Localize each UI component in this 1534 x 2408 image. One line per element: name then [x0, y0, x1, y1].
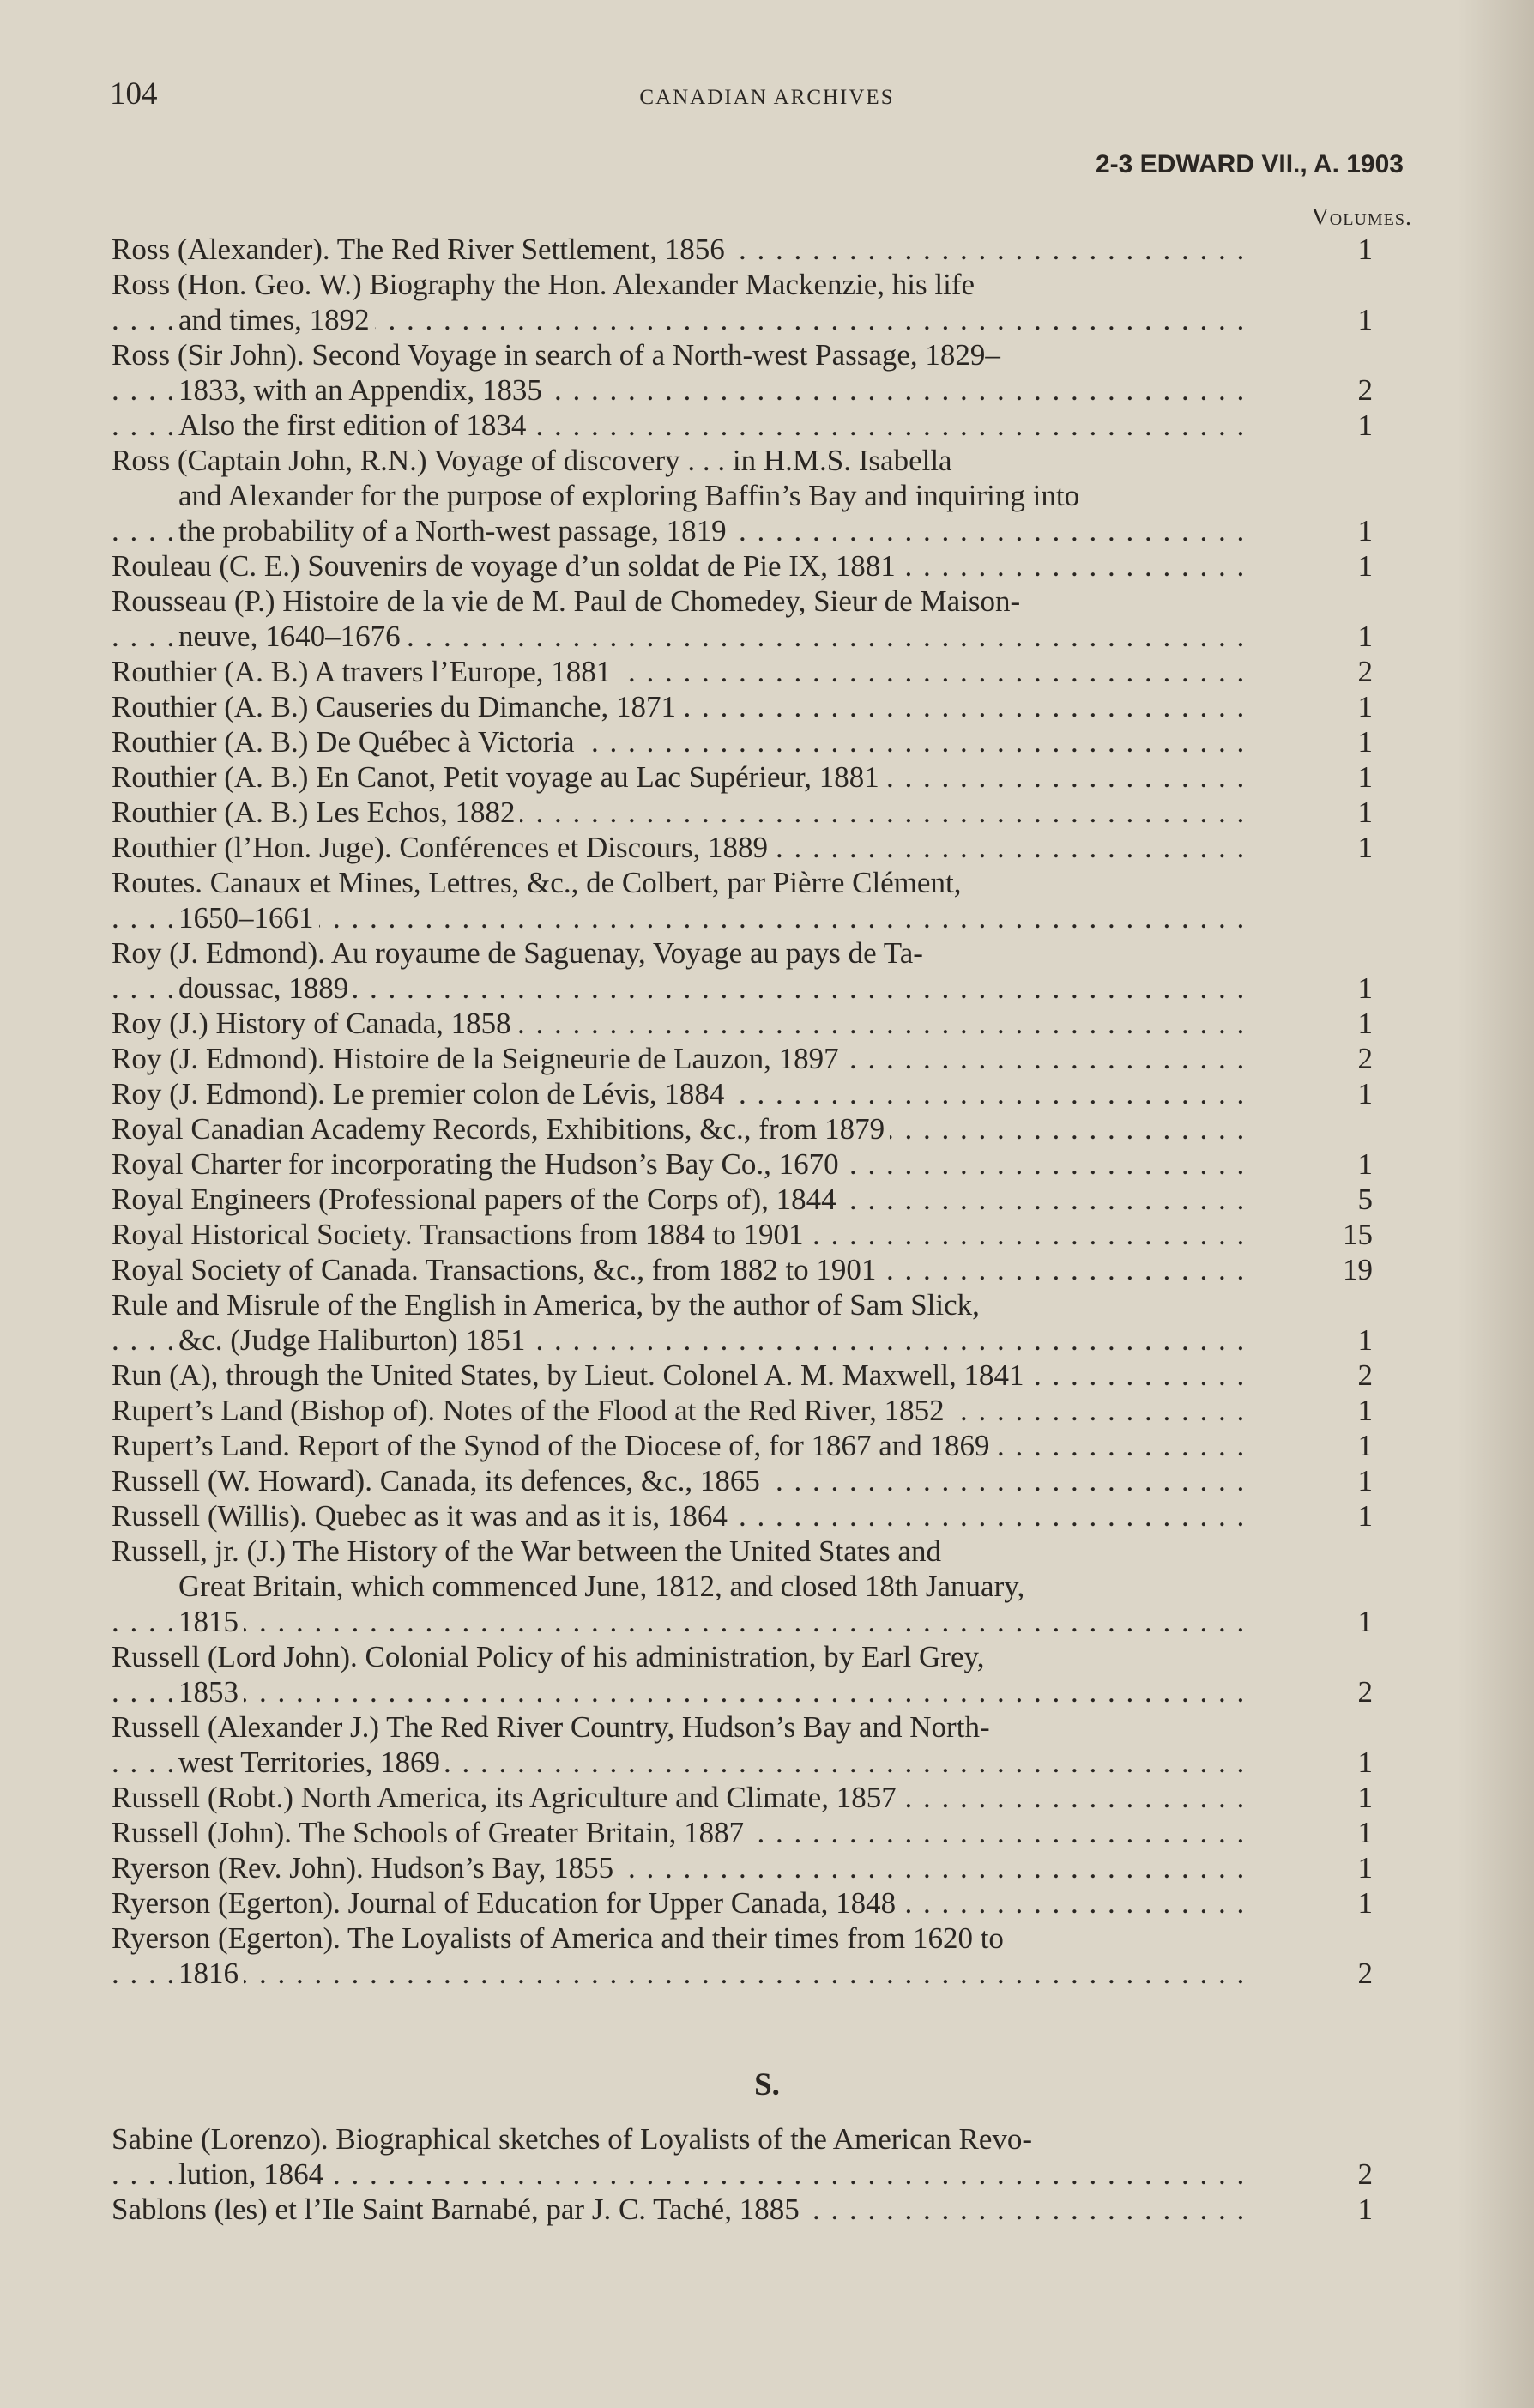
entry-line-text: 1650–1661 [178, 901, 319, 935]
entry-text [112, 1076, 1257, 1111]
entry-text [112, 1709, 1257, 1780]
entry-line-text: Routhier (A. B.) Les Echos, 1882 [112, 796, 520, 829]
entry-line-text: Run (A), through the United States, by Lieut. Colonel A. M. Maxwell, 1841 [112, 1358, 1030, 1392]
catalogue-entry [112, 232, 1373, 267]
entry-line [112, 1217, 1257, 1252]
entries-list-r [112, 232, 1373, 1991]
catalogue-entry [112, 1041, 1373, 1076]
entry-line [112, 1041, 1257, 1076]
entry-line [112, 372, 1257, 408]
entry-line [112, 1076, 1257, 1111]
entry-line-text: Roy (J. Edmond). Au royaume de Saguenay, Voyage au pays de Ta- [112, 936, 923, 970]
entry-line-text: lution, 1864 [178, 2157, 329, 2191]
entry-text [112, 1850, 1257, 1885]
catalogue-entry [112, 2192, 1373, 2227]
entry-line [112, 1428, 1257, 1463]
catalogue-entry [112, 267, 1373, 337]
entries-list-s [112, 2121, 1373, 2227]
entry-text [112, 1147, 1257, 1182]
catalogue-entry [112, 1252, 1373, 1287]
volume-count: 2 [1357, 655, 1373, 688]
volume-count: 1 [1357, 1745, 1373, 1779]
volume-count: 2 [1357, 2157, 1373, 2191]
entry-text [112, 724, 1257, 759]
volume-count: 5 [1357, 1183, 1373, 1216]
volume-count: 1 [1357, 1394, 1373, 1427]
entry-text [112, 1534, 1257, 1639]
entry-line-text: the probability of a North-west passage, 1819 [178, 514, 732, 548]
entry-line-text: Russell, jr. (J.) The History of the War between the United States and [112, 1534, 941, 1568]
entry-line-text: Sablons (les) et l’Ile Saint Barnabé, par J. C. Taché, 1885 [112, 2193, 805, 2226]
section-letter-s: S. [754, 2067, 780, 2102]
entry-line-text: Royal Charter for incorporating the Hudson’s Bay Co., 1670 [112, 1147, 844, 1181]
volume-count: 1 [1357, 831, 1373, 864]
entry-line-text: Routhier (A. B.) En Canot, Petit voyage au Lac Supérieur, 1881 [112, 760, 885, 794]
catalogue-entry [112, 1463, 1373, 1498]
session-heading: 2-3 EDWARD VII., A. 1903 [1095, 150, 1404, 178]
entry-line [112, 1463, 1257, 1498]
entry-line [112, 1322, 1257, 1358]
volume-count: 1 [1357, 408, 1373, 442]
entry-line-text: Rousseau (P.) Histoire de la vie de M. Paul de Chomedey, Sieur de Maison- [112, 584, 1021, 618]
entry-text [112, 2121, 1257, 2192]
catalogue-entry [112, 1639, 1373, 1709]
entry-text [112, 689, 1257, 724]
entry-text [112, 1498, 1257, 1534]
entry-line [112, 865, 1257, 900]
entry-text [112, 830, 1257, 865]
volume-count: 1 [1357, 760, 1373, 794]
volume-count: 2 [1357, 1358, 1373, 1392]
catalogue-entry [112, 443, 1373, 548]
entry-line [112, 1956, 1257, 1991]
entry-line [112, 830, 1257, 865]
entry-line-text: Ryerson (Egerton). Journal of Education for Upper Canada, 1848 [112, 1886, 901, 1920]
entry-line [112, 1780, 1257, 1815]
entry-line-text: Routhier (A. B.) Causeries du Dimanche, 1871 [112, 690, 681, 723]
entry-line-text: Royal Society of Canada. Transactions, &c., from 1882 to 1901 [112, 1253, 881, 1286]
entry-line [112, 1111, 1257, 1147]
volume-count: 2 [1357, 1042, 1373, 1075]
entry-line-text: Ryerson (Egerton). The Loyalists of America and their times from 1620 to [112, 1921, 1004, 1955]
entry-line [112, 654, 1257, 689]
catalogue-entry [112, 935, 1373, 1006]
volume-count: 1 [1357, 1781, 1373, 1814]
entry-line-text: Roy (J. Edmond). Le premier colon de Lévis, 1884 [112, 1077, 729, 1110]
entry-line-text: Ross (Hon. Geo. W.) Biography the Hon. Alexander Mackenzie, his life [112, 268, 975, 301]
entry-line-text: Routhier (l’Hon. Juge). Conférences et Discours, 1889 [112, 831, 773, 864]
entry-line [112, 1393, 1257, 1428]
entry-text [112, 1463, 1257, 1498]
entry-text [112, 443, 1257, 548]
entry-line-text: Routhier (A. B.) De Québec à Victoria [112, 725, 580, 759]
entry-text [112, 1006, 1257, 1041]
volume-count: 2 [1357, 1675, 1373, 1709]
entry-line [112, 795, 1257, 830]
catalogue-entry [112, 1393, 1373, 1428]
volume-count: 1 [1357, 2193, 1373, 2226]
entry-line [112, 337, 1257, 372]
entry-line-text: Royal Canadian Academy Records, Exhibitions, &c., from 1879 [112, 1112, 890, 1146]
catalogue-entry [112, 1850, 1373, 1885]
catalogue-entry [112, 1428, 1373, 1463]
entry-line [112, 900, 1257, 935]
volume-count: 19 [1343, 1253, 1373, 1286]
entry-text [112, 267, 1257, 337]
entry-text [112, 1780, 1257, 1815]
entry-line-text: Rule and Misrule of the English in America, by the author of Sam Slick, [112, 1288, 980, 1322]
entry-line [112, 724, 1257, 759]
volume-count: 2 [1357, 373, 1373, 407]
catalogue-entry [112, 584, 1373, 654]
entry-text [112, 1885, 1257, 1921]
catalogue-entry [112, 1182, 1373, 1217]
volume-count: 1 [1357, 1499, 1373, 1533]
entry-line [112, 2192, 1257, 2227]
volume-count: 1 [1357, 690, 1373, 723]
entry-line [112, 408, 1257, 443]
entry-text [112, 1111, 1257, 1147]
entry-line [112, 1287, 1257, 1322]
volume-count: 1 [1357, 620, 1373, 653]
entry-line [112, 1252, 1257, 1287]
entry-line [112, 302, 1257, 337]
entry-line-text: Ryerson (Rev. John). Hudson’s Bay, 1855 [112, 1851, 619, 1885]
catalogue-entry [112, 1147, 1373, 1182]
catalogue-entry [112, 1921, 1373, 1991]
entry-text [112, 1252, 1257, 1287]
entry-line [112, 1815, 1257, 1850]
entry-line [112, 1709, 1257, 1745]
entry-text [112, 1041, 1257, 1076]
entry-line-text: Royal Engineers (Professional papers of the Corps of), 1844 [112, 1183, 842, 1216]
entry-line-text: doussac, 1889 [178, 971, 353, 1005]
entry-line-text: Roy (J. Edmond). Histoire de la Seigneurie de Lauzon, 1897 [112, 1042, 844, 1075]
volume-count: 1 [1357, 796, 1373, 829]
entry-line-text: Routes. Canaux et Mines, Lettres, &c., de Colbert, par Pièrre Clément, [112, 866, 962, 899]
catalogue-entry [112, 1006, 1373, 1041]
entry-line-text: 1815 [178, 1605, 244, 1638]
catalogue-entry [112, 759, 1373, 795]
entry-text [112, 1287, 1257, 1358]
entry-line [112, 1006, 1257, 1041]
entry-line [112, 935, 1257, 971]
volume-count: 1 [1357, 303, 1373, 336]
entry-text [112, 232, 1257, 267]
entry-line [112, 232, 1257, 267]
volumes-column-heading: Volumes. [1311, 204, 1412, 231]
catalogue-entry [112, 1076, 1373, 1111]
volume-count: 1 [1357, 725, 1373, 759]
entry-text [112, 654, 1257, 689]
entry-line [112, 1182, 1257, 1217]
catalogue-entry [112, 2121, 1373, 2192]
entry-line [112, 1498, 1257, 1534]
entry-line-text: Roy (J.) History of Canada, 1858 [112, 1007, 516, 1040]
volume-count: 1 [1357, 1816, 1373, 1849]
entry-line [112, 1534, 1257, 1569]
catalogue-entry [112, 1111, 1373, 1147]
entry-line [112, 1885, 1257, 1921]
volume-count: 1 [1357, 971, 1373, 1005]
entry-text [112, 337, 1257, 408]
volume-count: 1 [1357, 514, 1373, 548]
entry-text [112, 1815, 1257, 1850]
entry-line-text: Rupert’s Land (Bishop of). Notes of the Flood at the Red River, 1852 [112, 1394, 950, 1427]
entry-text [112, 1639, 1257, 1709]
entry-line-text: Ross (Sir John). Second Voyage in search of a North-west Passage, 1829– [112, 338, 1000, 372]
entry-line-text: Russell (Willis). Quebec as it was and as it is, 1864 [112, 1499, 733, 1533]
entry-line-text: Russell (W. Howard). Canada, its defences, &c., 1865 [112, 1464, 765, 1497]
catalogue-entry [112, 1358, 1373, 1393]
page-number: 104 [110, 76, 158, 112]
volume-count: 1 [1357, 1007, 1373, 1040]
catalogue-entry [112, 1885, 1373, 1921]
entry-text [112, 935, 1257, 1006]
entry-line [112, 584, 1257, 619]
volume-count: 1 [1357, 1851, 1373, 1885]
entry-line-text: west Territories, 1869 [178, 1745, 445, 1779]
entry-line [112, 478, 1257, 513]
entry-text [112, 1217, 1257, 1252]
entry-line-text: and times, 1892 [178, 303, 375, 336]
volume-count: 1 [1357, 1147, 1373, 1181]
entry-line [112, 1569, 1257, 1604]
entry-line-text: Rupert’s Land. Report of the Synod of the Diocese of, for 1867 and 1869 [112, 1429, 995, 1462]
catalogue-entry [112, 408, 1373, 443]
entry-text [112, 2192, 1257, 2227]
catalogue-entry [112, 795, 1373, 830]
catalogue-entry [112, 337, 1373, 408]
catalogue-entry [112, 1534, 1373, 1639]
entry-line-text: Russell (Lord John). Colonial Policy of his administration, by Earl Grey, [112, 1640, 985, 1673]
volume-count: 1 [1357, 1464, 1373, 1497]
catalogue-entry [112, 654, 1373, 689]
entry-line [112, 1604, 1257, 1639]
catalogue-entry [112, 830, 1373, 865]
catalogue-entry [112, 1498, 1373, 1534]
catalogue-entry [112, 724, 1373, 759]
entry-line-text: Sabine (Lorenzo). Biographical sketches of Loyalists of the American Revo- [112, 2122, 1033, 2156]
volume-count: 2 [1357, 1957, 1373, 1990]
entry-line-text: Great Britain, which commenced June, 1812, and closed 18th January, [178, 1570, 1025, 1603]
entry-line-text: and Alexander for the purpose of exploring Baffin’s Bay and inquiring into [178, 479, 1080, 512]
entry-line [112, 548, 1257, 584]
entry-line [112, 1358, 1257, 1393]
entry-line [112, 1745, 1257, 1780]
entry-line-text: Ross (Alexander). The Red River Settlement, 1856 [112, 233, 730, 266]
entry-line [112, 513, 1257, 548]
volume-count: 1 [1357, 1323, 1373, 1357]
entry-line-text: 1816 [178, 1957, 244, 1990]
volume-count: 15 [1343, 1218, 1373, 1251]
entry-line-text: Rouleau (C. E.) Souvenirs de voyage d’un soldat de Pie IX, 1881 [112, 549, 901, 583]
catalogue-entry [112, 1217, 1373, 1252]
entry-line-text: &c. (Judge Haliburton) 1851 [178, 1323, 530, 1357]
entry-line-text: Routhier (A. B.) A travers l’Europe, 1881 [112, 655, 616, 688]
entry-line [112, 2157, 1257, 2192]
catalogue-entry [112, 1815, 1373, 1850]
entry-line-text: 1853 [178, 1675, 244, 1709]
entry-text [112, 1428, 1257, 1463]
entry-text [112, 795, 1257, 830]
catalogue-entry [112, 1287, 1373, 1358]
entry-line-text: neuve, 1640–1676 [178, 620, 406, 653]
entry-text [112, 1182, 1257, 1217]
entry-text [112, 548, 1257, 584]
volume-count: 1 [1357, 233, 1373, 266]
entry-line-text: Royal Historical Society. Transactions from 1884 to 1901 [112, 1218, 809, 1251]
entry-line [112, 1850, 1257, 1885]
entry-line [112, 619, 1257, 654]
volume-count: 1 [1357, 1886, 1373, 1920]
entry-line-text: Ross (Captain John, R.N.) Voyage of discovery . . . in H.M.S. Isabella [112, 444, 952, 477]
entry-text [112, 584, 1257, 654]
entry-line-text: Russell (Robt.) North America, its Agriculture and Climate, 1857 [112, 1781, 902, 1814]
running-head: CANADIAN ARCHIVES [639, 86, 895, 109]
catalogue-entry [112, 548, 1373, 584]
entry-text [112, 1921, 1257, 1991]
entry-line [112, 1674, 1257, 1709]
entry-text [112, 1393, 1257, 1428]
volume-count: 1 [1357, 549, 1373, 583]
entry-line [112, 2121, 1257, 2157]
entry-line [112, 1921, 1257, 1956]
volume-count: 1 [1357, 1429, 1373, 1462]
entry-line [112, 1639, 1257, 1674]
entry-line-text: Russell (John). The Schools of Greater Britain, 1887 [112, 1816, 749, 1849]
entry-text [112, 759, 1257, 795]
entry-line [112, 759, 1257, 795]
catalogue-entry [112, 689, 1373, 724]
entry-text [112, 1358, 1257, 1393]
catalogue-entry [112, 865, 1373, 935]
volume-count: 1 [1357, 1605, 1373, 1638]
page-edge-shadow [1457, 0, 1534, 2408]
entry-line-text: 1833, with an Appendix, 1835 [178, 373, 547, 407]
entry-line [112, 689, 1257, 724]
entry-line [112, 1147, 1257, 1182]
entry-line-text: Russell (Alexander J.) The Red River Country, Hudson’s Bay and North- [112, 1710, 990, 1744]
entry-line [112, 443, 1257, 478]
volume-count: 1 [1357, 1077, 1373, 1110]
entry-line [112, 971, 1257, 1006]
entry-line-text: Also the first edition of 1834 [178, 408, 531, 442]
catalogue-entry [112, 1780, 1373, 1815]
catalogue-entry [112, 1709, 1373, 1780]
entry-line [112, 267, 1257, 302]
entry-text [112, 408, 1257, 443]
entry-text [112, 865, 1257, 935]
